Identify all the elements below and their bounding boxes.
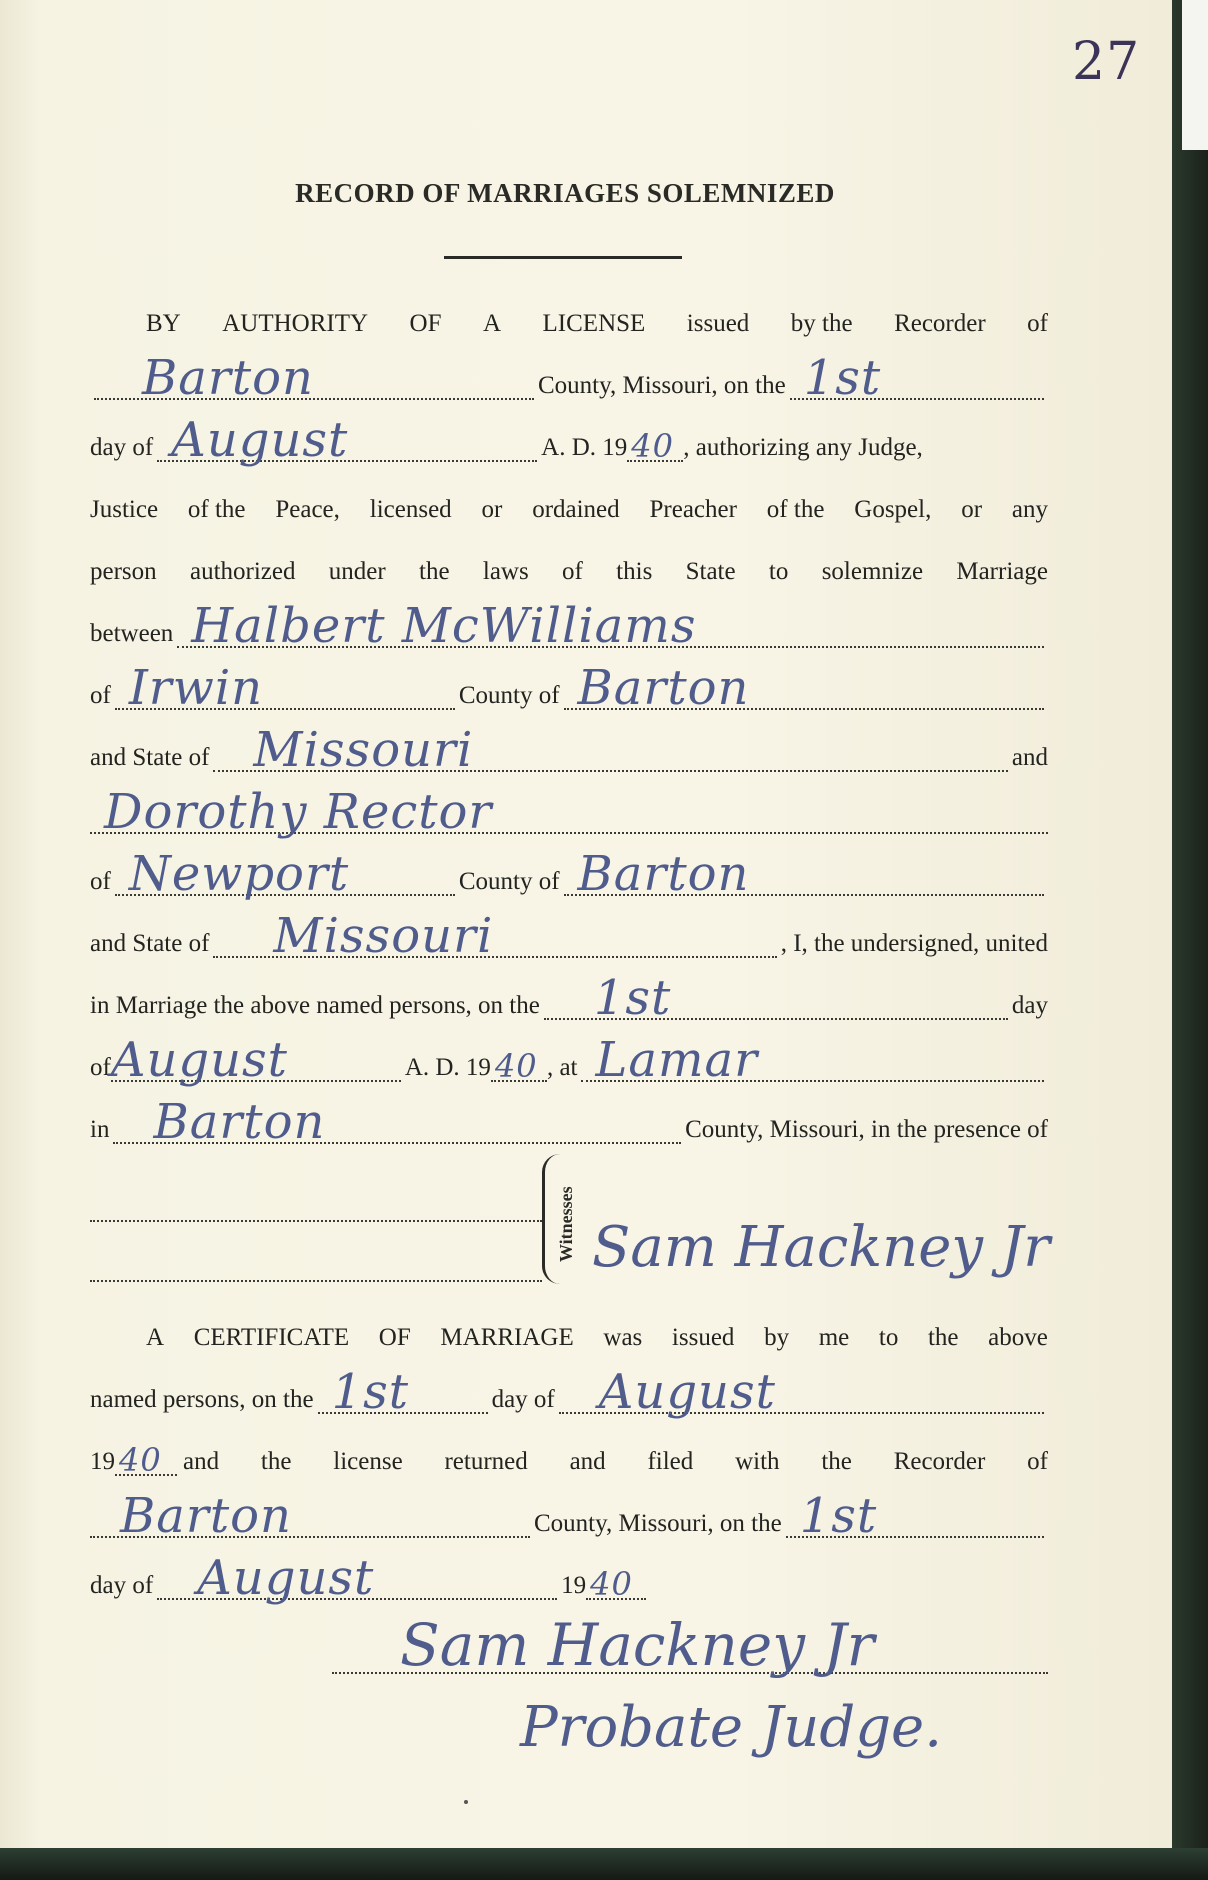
- marriage-day-field: [544, 970, 1008, 1026]
- text-word: laws: [482, 558, 529, 585]
- text-word: the: [260, 1448, 292, 1475]
- bride-county-field: [564, 846, 1044, 902]
- text-word: this: [616, 558, 653, 585]
- groom-state-line: [90, 722, 1048, 778]
- text-word: issued: [686, 310, 750, 337]
- text-word: of the: [187, 496, 246, 523]
- between-label: between: [90, 620, 174, 647]
- bride-county-value: Barton: [577, 846, 750, 902]
- text-word: OF: [378, 1324, 411, 1351]
- text-word: and: [569, 1448, 606, 1475]
- judge-title: Probate Judge.: [520, 1695, 942, 1760]
- groom-name-value: Halbert McWilliams: [191, 598, 697, 654]
- ad-label: A. D. 19: [404, 1054, 491, 1081]
- return-month-field: [157, 1550, 557, 1606]
- bride-name-value: Dorothy Rector: [104, 784, 493, 840]
- license-county-line: [90, 350, 1048, 406]
- text-word: MARRIAGE: [440, 1324, 574, 1351]
- cert-day-field: [318, 1364, 488, 1420]
- license-date-line: [90, 412, 1048, 468]
- text-word: A: [482, 310, 502, 337]
- text-word: the: [419, 558, 450, 585]
- cert-year-field: [115, 1441, 177, 1479]
- bride-name-field: [90, 784, 1048, 840]
- text-word: Recorder: [894, 310, 986, 337]
- marriage-year-field: [491, 1047, 547, 1085]
- text-word: by the: [790, 310, 853, 337]
- text-word: any: [1011, 496, 1048, 523]
- text-word: OF: [409, 310, 442, 337]
- return-day-value: 1st: [799, 1488, 878, 1544]
- marriage-place-field: [581, 1032, 1044, 1088]
- text-word: of the: [766, 496, 825, 523]
- return-county-line: [90, 1488, 1048, 1544]
- undersigned-text: , I, the undersigned, united: [780, 930, 1048, 957]
- license-year-value: 40: [631, 427, 674, 465]
- text-word: license: [333, 1448, 403, 1475]
- year-prefix: 19: [90, 1448, 115, 1475]
- text-word: issued: [671, 1324, 735, 1351]
- county-suffix-label: County, Missouri, on the: [534, 1510, 782, 1537]
- text-word: CERTIFICATE: [193, 1324, 350, 1351]
- return-day-field: [786, 1488, 1044, 1544]
- marriage-place-value: Lamar: [595, 1032, 759, 1088]
- license-county-field: [94, 350, 534, 406]
- text-word: by: [764, 1324, 790, 1351]
- and-label: and: [1011, 744, 1048, 771]
- of-label: of: [90, 868, 111, 895]
- title-underline: [444, 256, 682, 259]
- text-word: Justice: [90, 496, 159, 523]
- text-word: solemnize: [821, 558, 924, 585]
- bride-town-value: Newport: [128, 846, 350, 902]
- authorizing-text: , authorizing any Judge,: [683, 434, 923, 461]
- return-month-value: August: [197, 1550, 375, 1606]
- marriage-year-value: 40: [494, 1047, 538, 1085]
- marriage-county-field: [113, 1094, 681, 1150]
- text-word: filed: [647, 1448, 694, 1475]
- license-day-field: [790, 350, 1044, 406]
- text-word: of: [1027, 1448, 1048, 1475]
- license-authorized-line: [90, 546, 1048, 586]
- cert-year-value: 40: [119, 1441, 162, 1479]
- text-word: me: [818, 1324, 850, 1351]
- day-label: day: [1011, 992, 1048, 1019]
- witnesses-label: Witnesses: [556, 1186, 576, 1262]
- text-word: authorized: [189, 558, 296, 585]
- page-title: RECORD OF MARRIAGES SOLEMNIZED: [295, 178, 835, 208]
- year-prefix: 19: [561, 1572, 587, 1599]
- book-spine: [1172, 0, 1208, 1880]
- text-word: the: [927, 1324, 959, 1351]
- text-word: or: [481, 496, 503, 523]
- text-word: ordained: [532, 496, 620, 523]
- county-suffix-label: County, Missouri, on the: [538, 372, 786, 399]
- judge-signature: Sam Hackney Jr: [400, 1611, 875, 1679]
- and-state-of-label: and State of: [90, 930, 210, 957]
- text-word: with: [735, 1448, 780, 1475]
- county-of-label: County of: [458, 868, 560, 895]
- bride-town-line: [90, 846, 1048, 902]
- marriage-county-value: Barton: [153, 1094, 326, 1150]
- paper-speck: [464, 1800, 468, 1804]
- text-word: person: [90, 558, 157, 585]
- text-word: returned: [444, 1448, 528, 1475]
- cert-month-value: August: [598, 1364, 776, 1420]
- book-bottom-edge: [0, 1848, 1208, 1880]
- certificate-returned-line: [90, 1436, 1048, 1479]
- groom-town-line: [90, 660, 1048, 716]
- text-word: was: [603, 1324, 643, 1351]
- text-word: to: [878, 1324, 899, 1351]
- at-label: , at: [546, 1054, 578, 1081]
- groom-county-field: [564, 660, 1044, 716]
- text-word: AUTHORITY: [222, 310, 369, 337]
- groom-town-value: Irwin: [128, 660, 264, 716]
- text-word: Peace,: [275, 496, 340, 523]
- license-justice-line: [90, 484, 1048, 524]
- certificate-intro-line: [90, 1312, 1048, 1352]
- day-of-label: day of: [90, 1572, 154, 1599]
- license-month-field: [157, 412, 537, 468]
- license-day-value: 1st: [803, 350, 882, 406]
- return-county-value: Barton: [120, 1488, 292, 1544]
- county-of-label: County of: [458, 682, 560, 709]
- license-intro-line: [90, 298, 1048, 338]
- certificate-date-line: [90, 1364, 1048, 1420]
- return-county-field: [90, 1488, 530, 1544]
- bride-state-value: Missouri: [273, 908, 494, 964]
- ad-label: A. D. 19: [541, 434, 628, 461]
- bride-state-field: [213, 908, 776, 964]
- return-year-field: [586, 1565, 646, 1603]
- groom-name-field: [177, 598, 1044, 654]
- bride-line: [90, 784, 1048, 840]
- text-word: Marriage: [956, 558, 1048, 585]
- text-word: of: [562, 558, 583, 585]
- return-date-line: [90, 1550, 1048, 1606]
- license-county-value: Barton: [142, 350, 314, 406]
- officiant-signature: Sam Hackney Jr: [592, 1215, 1051, 1280]
- license-month-value: August: [171, 412, 349, 468]
- named-persons-text: named persons, on the: [90, 1386, 314, 1413]
- text-word: the: [821, 1448, 852, 1475]
- bride-state-line: [90, 908, 1048, 964]
- text-word: above: [988, 1324, 1048, 1351]
- in-marriage-text: in Marriage the above named persons, on the: [90, 992, 540, 1019]
- page-edge-tab: [1182, 0, 1208, 150]
- marriage-county-line: [90, 1094, 1048, 1150]
- text-word: under: [328, 558, 386, 585]
- witness-line-2: [90, 1278, 542, 1282]
- return-year-value: 40: [590, 1565, 633, 1603]
- and-state-of-label: and State of: [90, 744, 210, 771]
- text-word: LICENSE: [542, 310, 646, 337]
- day-of-label: day of: [491, 1386, 555, 1413]
- text-word: of: [1027, 310, 1048, 337]
- of-label: of: [90, 682, 111, 709]
- groom-county-value: Barton: [577, 660, 750, 716]
- text-word: BY: [146, 310, 181, 337]
- text-word: Gospel,: [854, 496, 932, 523]
- text-word: A: [146, 1324, 165, 1351]
- groom-state-field: [213, 722, 1007, 778]
- witness-line-1: [90, 1218, 542, 1222]
- day-of-label: day of: [90, 434, 154, 461]
- marriage-month-value: August: [110, 1032, 288, 1088]
- marriage-month-field: [110, 1032, 401, 1088]
- license-year-field: [627, 427, 683, 465]
- of-label: of: [90, 1054, 111, 1081]
- text-word: and: [183, 1448, 220, 1475]
- returned-text: [183, 1448, 1048, 1476]
- text-word: Recorder: [893, 1448, 986, 1475]
- bride-town-field: [115, 846, 455, 902]
- page-number: 27: [1072, 32, 1141, 92]
- in-label: in: [90, 1116, 110, 1143]
- marriage-day-line: [90, 970, 1048, 1026]
- text-word: to: [768, 558, 789, 585]
- text-word: Preacher: [649, 496, 737, 523]
- groom-line: [90, 598, 1048, 654]
- presence-text: County, Missouri, in the presence of: [685, 1116, 1048, 1143]
- text-word: State: [685, 558, 736, 585]
- groom-state-value: Missouri: [253, 722, 474, 778]
- marriage-date-line: [90, 1032, 1048, 1088]
- text-word: or: [961, 496, 983, 523]
- cert-month-field: [559, 1364, 1044, 1420]
- text-word: licensed: [369, 496, 452, 523]
- cert-day-value: 1st: [331, 1364, 410, 1420]
- marriage-day-value: 1st: [593, 970, 672, 1026]
- groom-town-field: [115, 660, 455, 716]
